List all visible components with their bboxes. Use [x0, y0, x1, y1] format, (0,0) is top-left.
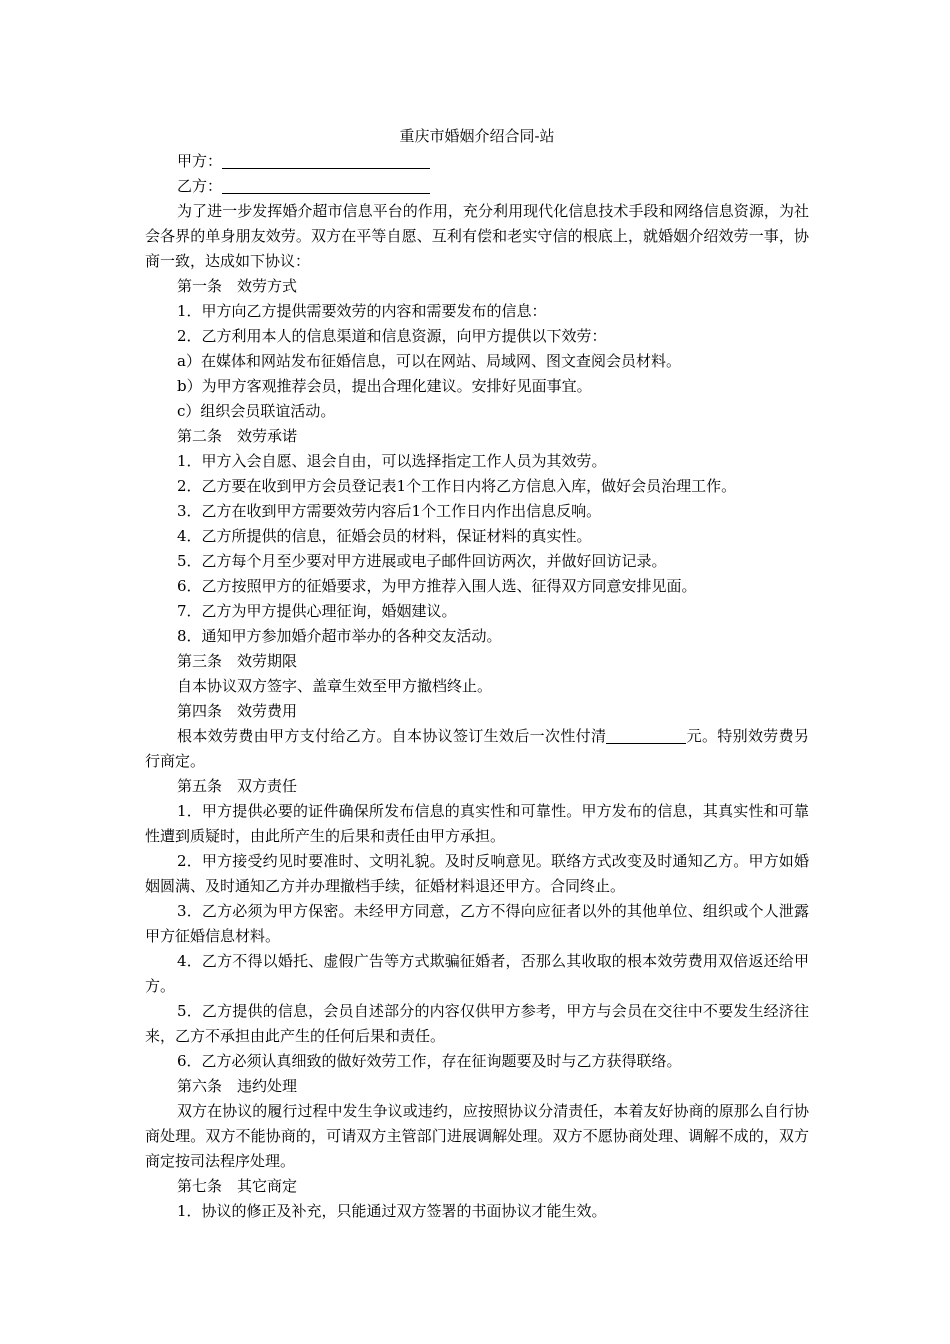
paragraph: 4．乙方不得以婚托、虚假广告等方式欺骗征婚者，否那么其收取的根本效劳费用双倍返还给甲方。: [145, 952, 809, 995]
article-heading: 第一条 效劳方式: [177, 277, 298, 295]
document-title: 重庆市婚姻介绍合同-站: [399, 127, 555, 145]
paragraph: 5．乙方提供的信息，会员自述部分的内容仅供甲方参考，甲方与会员在交往中不要发生经济往来，乙方不承担由此产生的任何后果和责任。: [145, 1002, 809, 1045]
paragraph: a）在媒体和网站发布征婚信息，可以在网站、局域网、图文查阅会员材料。: [177, 352, 681, 370]
paragraph: 6．乙方按照甲方的征婚要求，为甲方推荐入围人选、征得双方同意安排见面。: [177, 577, 697, 595]
article-heading: 第二条 效劳承诺: [177, 427, 298, 445]
paragraph: 2．甲方接受约见时要准时、文明礼貌。及时反响意见。联络方式改变及时通知乙方。甲方如婚姻圆满、及时通知乙方并办理撤档手续，征婚材料退还甲方。合同终止。: [145, 852, 809, 895]
fee-blank: [606, 727, 686, 744]
paragraph: 7．乙方为甲方提供心理征询，婚姻建议。: [177, 602, 457, 620]
article-heading: 第三条 效劳期限: [177, 652, 298, 670]
article-heading: 第五条 双方责任: [177, 777, 298, 795]
paragraph: 为了进一步发挥婚介超市信息平台的作用，充分利用现代化信息技术手段和网络信息资源，为社会各界的单身朋友效劳。双方在平等自愿、互利有偿和老实守信的根底上，就婚姻介绍效劳一事，协商一致，达成如下协议：: [145, 202, 809, 270]
party-a-line: [145, 149, 809, 174]
article-heading: 第七条 其它商定: [177, 1177, 298, 1195]
party-b-line: [145, 174, 809, 199]
paragraph: 3．乙方必须为甲方保密。未经甲方同意，乙方不得向应征者以外的其他单位、组织或个人泄露甲方征婚信息材料。: [145, 902, 809, 945]
party-b-label: 乙方：: [177, 177, 223, 195]
paragraph: 1．甲方向乙方提供需要效劳的内容和需要发布的信息：: [177, 302, 547, 320]
paragraph: 5．乙方每个月至少要对甲方进展或电子邮件回访两次，并做好回访记录。: [177, 552, 667, 570]
paragraph: 双方在协议的履行过程中发生争议或违约，应按照协议分清责任，本着友好协商的原那么自行协商处理。双方不能协商的，可请双方主管部门进展调解处理。双方不愿协商处理、调解不成的，双方商定按司法程序处理。: [145, 1102, 809, 1170]
paragraph: 1．甲方提供必要的证件确保所发布信息的真实性和可靠性。甲方发布的信息，其真实性和可靠性遭到质疑时，由此所产生的后果和责任由甲方承担。: [145, 802, 809, 845]
paragraph: 自本协议双方签字、盖章生效至甲方撤档终止。: [177, 677, 493, 695]
party-a-label: 甲方：: [177, 152, 223, 170]
paragraph: 8．通知甲方参加婚介超市举办的各种交友活动。: [177, 627, 502, 645]
paragraph: 4．乙方所提供的信息，征婚会员的材料，保证材料的真实性。: [177, 527, 592, 545]
article-heading: 第四条 效劳费用: [177, 702, 298, 720]
contract-document: [145, 124, 809, 1224]
fee-text-after: 元。特别效劳费另行商定。: [145, 727, 809, 770]
paragraph: 2．乙方利用本人的信息渠道和信息资源，向甲方提供以下效劳：: [177, 327, 607, 345]
paragraph: 2．乙方要在收到甲方会员登记表1个工作日内将乙方信息入库，做好会员治理工作。: [177, 477, 737, 495]
fee-paragraph: [145, 724, 809, 774]
article-heading: 第六条 违约处理: [177, 1077, 298, 1095]
paragraph: 1．协议的修正及补充，只能通过双方签署的书面协议才能生效。: [177, 1202, 607, 1220]
paragraph: 3．乙方在收到甲方需要效劳内容后1个工作日内作出信息反响。: [177, 502, 602, 520]
party-b-blank: [222, 177, 430, 194]
paragraph: 1．甲方入会自愿、退会自由，可以选择指定工作人员为其效劳。: [177, 452, 607, 470]
paragraph: 6．乙方必须认真细致的做好效劳工作，存在征询题要及时与乙方获得联络。: [177, 1052, 682, 1070]
party-a-blank: [222, 152, 430, 169]
paragraph: c）组织会员联谊活动。: [177, 402, 336, 420]
paragraph: b）为甲方客观推荐会员，提出合理化建议。安排好见面事宜。: [177, 377, 592, 395]
fee-text-before: 根本效劳费由甲方支付给乙方。自本协议签订生效后一次性付清: [177, 727, 607, 745]
